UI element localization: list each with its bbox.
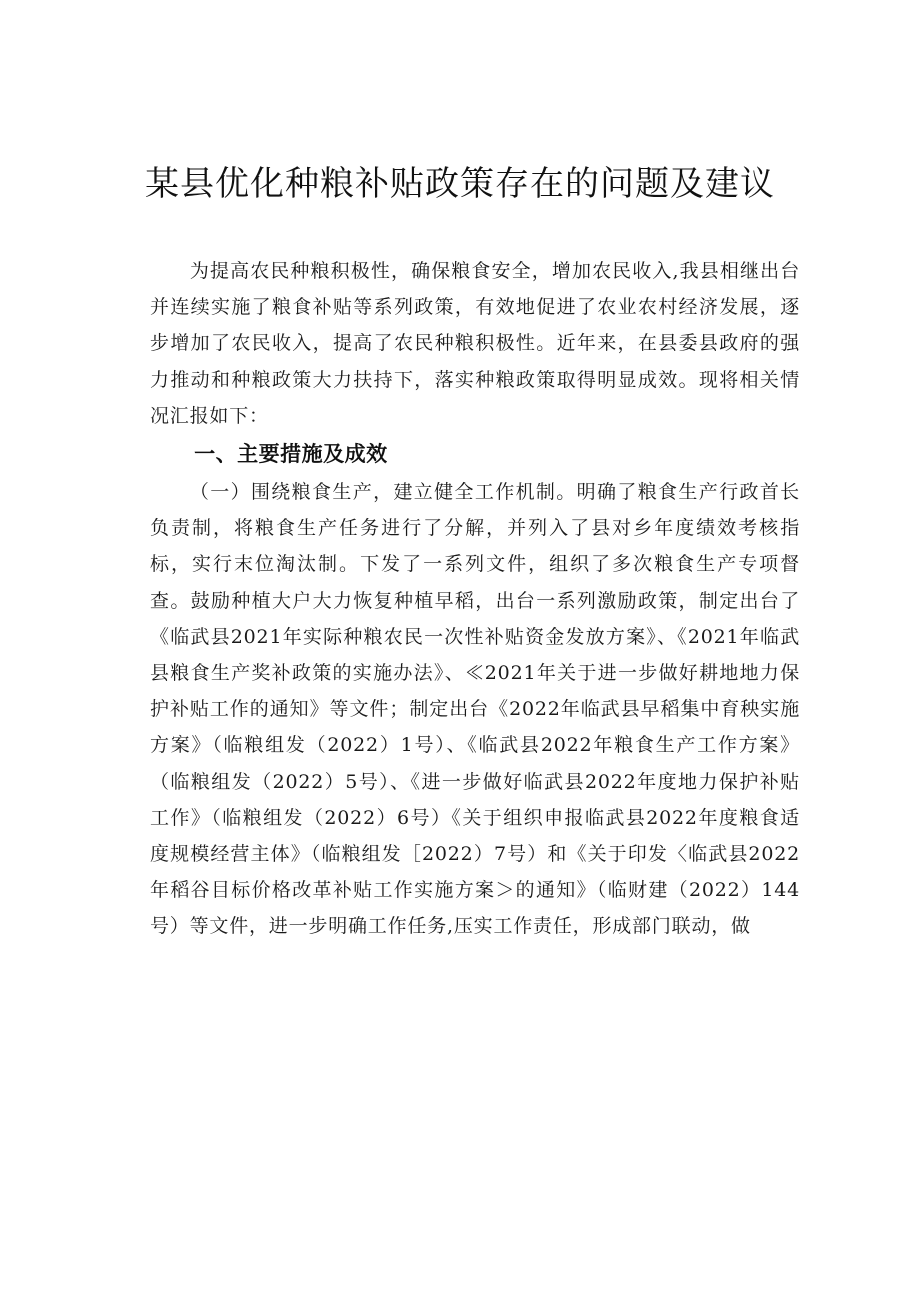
intro-paragraph: 为提高农民种粮积极性，确保粮食安全，增加农民收入,我县相继出台并连续实施了粮食补贴等系列政策，有效地促进了农业农村经济发展，逐步增加了农民收入，提高了农民种粮积极性。近年来，在县委县政府的强力推动和种粮政策大力扶持下，落实种粮政策取得明显成效。现将相关情况汇报如下： — [150, 260, 800, 427]
section-heading: 一、主要措施及成效 — [194, 442, 388, 467]
document-title: 某县优化种粮补贴政策存在的问题及建议 — [145, 164, 775, 204]
document-body — [150, 253, 800, 945]
body-paragraph: （一）围绕粮食生产，建立健全工作机制。明确了粮食生产行政首长负责制，将粮食生产任务进行了分解，并列入了县对乡年度绩效考核指标，实行末位淘汰制。下发了一系列文件，组织了多次粮食生产专项督查。鼓励种植大户大力恢复种植早稻，出台一系列激励政策，制定出台了《临武县2021年实际种粮农民一次性补贴资金发放方案》、《2021年临武县粮食生产奖补政策的实施办法》、≪2021年关于进一步做好耕地地力保护补贴工作的通知》等文件；制定出台《2022年临武县早稻集中育秧实施方案》（临粮组发（2022）1号）、《临武县2022年粮食生产工作方案》（临粮组发（2022）5号）、《进一步做好临武县2022年度地力保护补贴工作》（临粮组发（2022）6号）《关于组织申报临武县2022年度粮食适度规模经营主体》（临粮组发［2022）7号）和《关于印发〈临武县2022年稻谷目标价格改革补贴工作实施方案＞的通知》（临财建（2022）144号）等文件，进一步明确工作任务,压实工作责任，形成部门联动，做 — [150, 481, 800, 938]
